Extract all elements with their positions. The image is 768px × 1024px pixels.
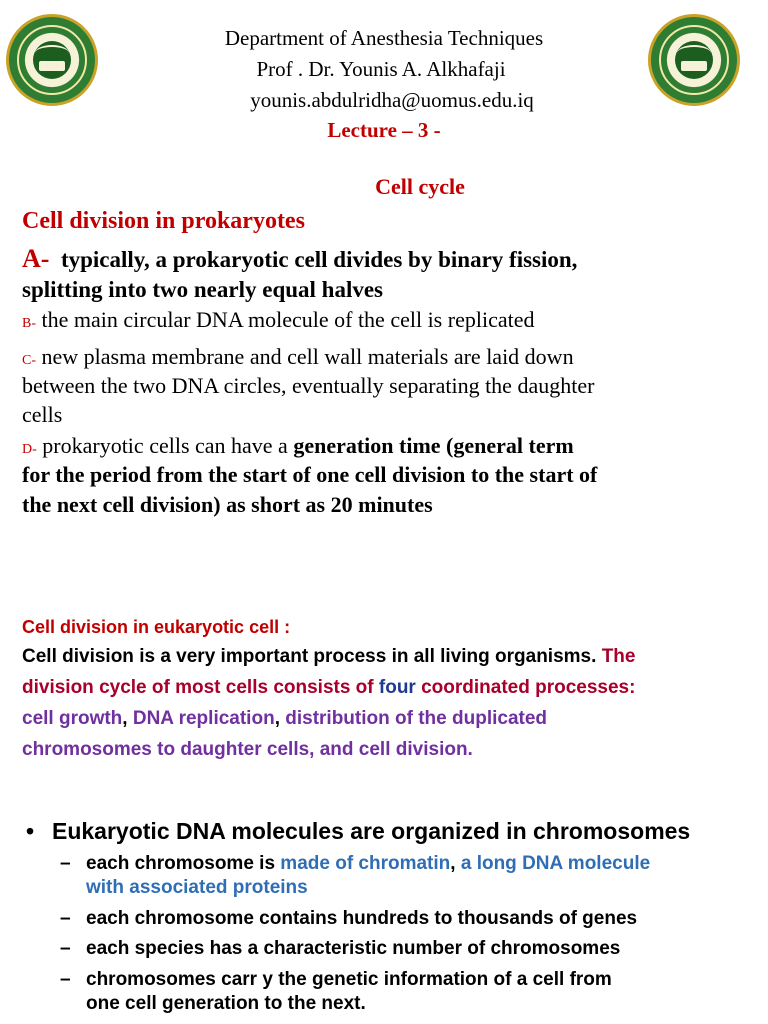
- point-b: B- the main circular DNA molecule of the cell is replicated: [22, 307, 535, 332]
- sub-bullet-4-line1: chromosomes carr y the genetic information of a cell from: [86, 969, 612, 990]
- email-address: younis.abdulridha@uomus.edu.iq: [250, 88, 534, 112]
- sub-bullet-1-line2: with associated proteins: [86, 877, 308, 898]
- point-d-line3: the next cell division) as short as 20 minutes: [22, 492, 433, 517]
- eukaryote-line1: Cell division is a very important process in all living organisms. The: [22, 646, 636, 667]
- point-d-line1: D- prokaryotic cells can have a generation time (general term: [22, 433, 574, 458]
- point-c-line3: cells: [22, 402, 63, 427]
- eukaryote-line4: chromosomes to daughter cells, and cell division.: [22, 739, 473, 760]
- sub-bullet-4-line2: one cell generation to the next.: [86, 993, 366, 1014]
- dash-3: –: [60, 938, 71, 959]
- point-c-line1: C- new plasma membrane and cell wall materials are laid down: [22, 344, 574, 369]
- prokaryote-heading: Cell division in prokaryotes: [22, 208, 305, 234]
- sub-bullet-1-line1: each chromosome is made of chromatin, a long DNA molecule: [86, 853, 651, 874]
- eukaryote-line2: division cycle of most cells consists of four coordinated processes:: [22, 677, 636, 698]
- point-d-line2: for the period from the start of one cell division to the start of: [22, 462, 598, 487]
- bullet-main-text: Eukaryotic DNA molecules are organized in chromosomes: [52, 818, 691, 844]
- topic-title: Cell cycle: [375, 174, 465, 199]
- dash-1: –: [60, 853, 71, 874]
- sub-bullet-2: each chromosome contains hundreds to thousands of genes: [86, 908, 638, 929]
- lecture-number: Lecture – 3 -: [327, 118, 441, 142]
- sub-bullet-3: each species has a characteristic number of chromosomes: [86, 938, 621, 959]
- eukaryote-heading: Cell division in eukaryotic cell :: [22, 617, 291, 637]
- point-a-line2: splitting into two nearly equal halves: [22, 277, 384, 302]
- professor-name: Prof . Dr. Younis A. Alkhafaji: [256, 57, 506, 81]
- eukaryote-line3: cell growth, DNA replication, distribution of the duplicated: [22, 708, 548, 729]
- department-name: Department of Anesthesia Techniques: [224, 26, 544, 50]
- bullet-marker: •: [26, 818, 35, 844]
- point-c-line2: between the two DNA circles, eventually separating the daughter: [22, 373, 595, 398]
- dash-4: –: [60, 969, 71, 990]
- dash-2: –: [60, 908, 71, 929]
- point-a-line1: A- typically, a prokaryotic cell divides by binary fission,: [22, 244, 578, 273]
